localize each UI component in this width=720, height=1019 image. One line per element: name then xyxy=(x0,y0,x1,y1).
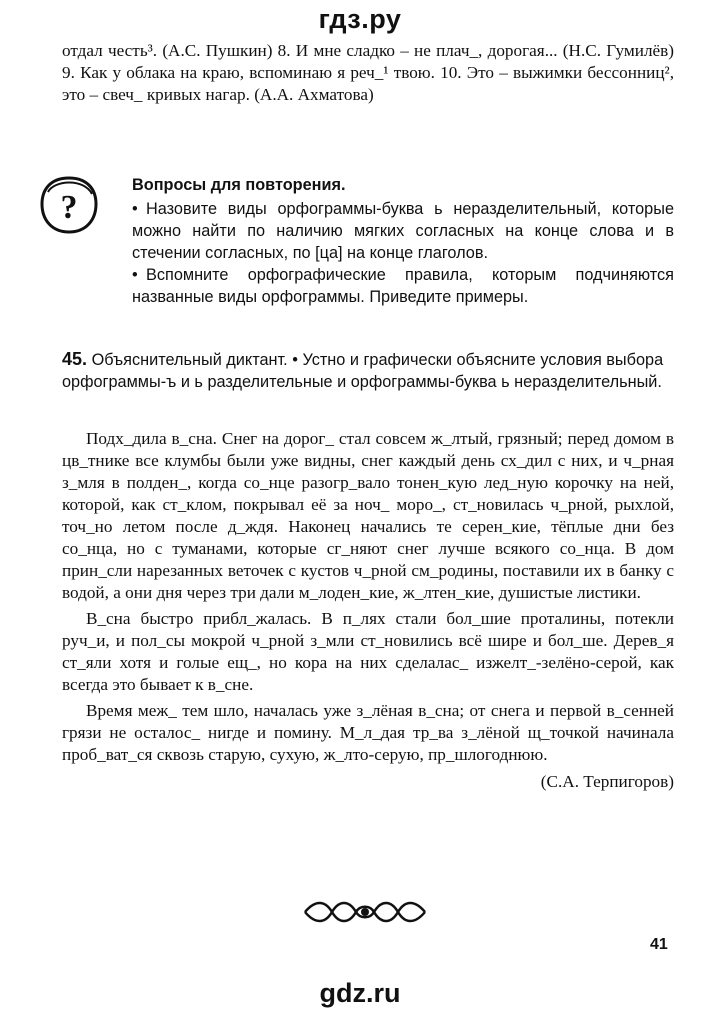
author-attribution: (С.А. Терпигоров) xyxy=(540,772,674,791)
questions-title: Вопросы для повторения. xyxy=(132,176,346,194)
dictation-paragraph: В_сна быстро прибл_жалась. В п_лях стали бол_шие проталины, потекли руч_и, и пол_сы мокрой ч_рной з_мли ст_новились всё шире и бол_ше. Дерев_я ст_яли хотя и голые ещ_, но кора на них сделалас_ изжелт_-зелёно-серой, как всегда это бывает к в_сне. xyxy=(62,609,674,694)
question-mark-icon xyxy=(36,172,102,238)
exercise-heading xyxy=(62,348,674,393)
question-item xyxy=(132,198,674,264)
decorative-ornament-icon xyxy=(300,897,430,927)
dictation-paragraph: Время меж_ тем шло, началась уже з_лёная в_сна; от снега и первой в_сенней грязи не осталос_ нигде и помину. М_л_дая тр_ва з_лёной щ_точкой начинала проб_ват_ся сквозь старую, сухую, ж_лто-серую, пр_шлогоднюю. xyxy=(62,701,674,764)
dictation-paragraph: Подх_дила в_сна. Снег на дорог_ стал совсем ж_лтый, грязный; перед домом в цв_тнике все клумбы были уже видны, снег каждый день сх_дил с них, и ч_рная з_мля в полден_, когда со_нце разогр_вало тонен_кую лед_ную корочку на ней, которой, как ст_клом, покрывал её за ноч_ моро_, ст_новилась ч_рной, рыхлой, точ_но летом после д_ждя. Наконец начались те серен_кие, тёплые дни без со_нца, но с туманами, которые сг_няют снег лучше всякого со_нца. В дом прин_сли нарезанных веточек с кустов ч_рной см_родины, поставили их в банку с водой, а они дня через три дали м_лоден_кие, ж_лтен_кие, душистые листики. xyxy=(62,429,674,602)
exercise-number: 45. xyxy=(62,349,88,369)
site-footer: gdz.ru xyxy=(319,978,401,1008)
question-item xyxy=(132,264,674,308)
site-header: гдз.ру xyxy=(318,4,402,34)
review-questions xyxy=(62,172,674,308)
svg-text:?: ? xyxy=(60,189,78,226)
bullet-icon: • xyxy=(132,266,138,284)
dictation-text xyxy=(62,428,674,792)
question-item-text: Назовите виды орфограммы-буква ь неразделительный, которые можно найти по наличию мягких согласных на конце слова и в стечении согласных, по [ца] на конце глаголов. xyxy=(132,200,674,262)
exercise-text: Объяснительный диктант. • Устно и графически объясните условия выбора орфограммы-ъ и ь разделительные и орфограммы-буква ь неразделительный. xyxy=(62,351,664,391)
question-item-text: Вспомните орфографические правила, которым подчиняются названные виды орфограммы. Приведите примеры. xyxy=(132,266,674,306)
intro-block xyxy=(62,40,674,106)
bullet-icon: • xyxy=(132,200,138,218)
page-number: 41 xyxy=(650,936,668,953)
intro-text: отдал честь³. (А.С. Пушкин) 8. И мне сладко – не плач_, дорогая... (Н.С. Гумилёв) 9. Как у облака на краю, вспоминаю я реч_¹ твою. 10. Это – выжимки бессонниц², это – свеч_ кривых нагар. (А.А. Ахматова) xyxy=(62,41,674,104)
